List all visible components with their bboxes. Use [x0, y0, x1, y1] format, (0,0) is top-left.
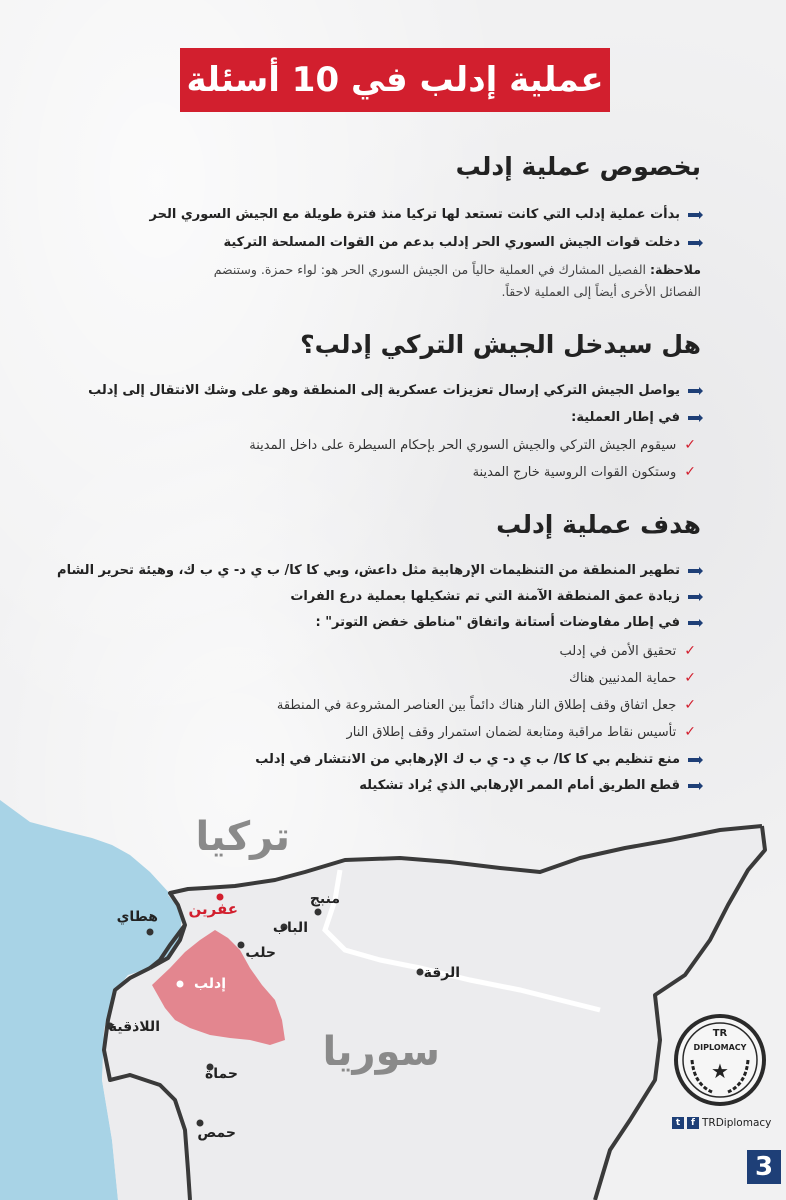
check-item-text: تأسيس نقاط مراقبة ومتابعة لضمان استمرار وقف إطلاق النار — [346, 724, 677, 740]
bullet-icon — [688, 416, 701, 420]
bullet-icon — [688, 213, 701, 217]
country-label-turkey: تركيا — [195, 814, 290, 860]
section-heading-operation: بخصوص عملية إدلب — [455, 152, 701, 181]
city-label-idlib: إدلب — [193, 976, 226, 992]
list-item — [255, 752, 701, 767]
list-item-text: قطع الطريق أمام الممر الإرهابي الذي يُراد تشكيله — [359, 778, 680, 793]
bullet-icon — [688, 595, 701, 599]
city-dot-raqqa — [417, 969, 424, 976]
city-dot-aleppo — [238, 942, 245, 949]
check-item-text: وستكون القوات الروسية خارج المدينة — [472, 464, 677, 480]
list-item — [359, 778, 701, 793]
section-heading-goal: هدف عملية إدلب — [496, 510, 701, 539]
note-label: ملاحظة: — [650, 262, 701, 277]
checkmark-icon: ✓ — [684, 724, 696, 740]
list-item-text: زيادة عمق المنطقة الآمنة التي تم تشكيلها بعملية درع الفرات — [290, 589, 680, 604]
twitter-icon[interactable]: t — [672, 1117, 684, 1129]
note — [181, 259, 701, 303]
syria-map — [0, 800, 786, 1200]
country-label-syria: سوريا — [322, 1029, 440, 1075]
list-item — [150, 207, 701, 222]
check-item — [569, 670, 696, 686]
city-label-afrin: عفرين — [188, 900, 238, 918]
bullet-icon — [688, 784, 701, 788]
page-title: عملية إدلب في 10 أسئلة — [180, 48, 610, 112]
check-item-text: جعل اتفاق وقف إطلاق النار هناك دائماً بين العناصر المشروعة في المنطقة — [276, 697, 677, 713]
logo-text-bottom: DIPLOMACY — [693, 1043, 747, 1052]
list-item — [57, 563, 701, 578]
list-item — [571, 410, 701, 425]
section-heading-turkish-army: هل سيدخل الجيش التركي إدلب؟ — [300, 330, 701, 359]
city-dot-manbij — [315, 909, 322, 916]
list-item-text: في إطار مفاوضات أستانة واتفاق "مناطق خفض التوتر" : — [315, 615, 680, 630]
bullet-icon — [688, 389, 701, 393]
checkmark-icon: ✓ — [684, 437, 696, 453]
city-label-hama: حماة — [205, 1066, 238, 1082]
list-item-text: يواصل الجيش التركي إرسال تعزيزات عسكرية إلى المنطقة وهو على وشك الانتقال إلى إدلب — [88, 383, 680, 398]
check-item-text: تحقيق الأمن في إدلب — [559, 643, 677, 659]
city-label-manbij: منبج — [309, 891, 340, 907]
checkmark-icon: ✓ — [684, 643, 696, 659]
list-item-text: دخلت قوات الجيش السوري الحر إدلب بدعم من القوات المسلحة التركية — [223, 235, 680, 250]
check-item — [559, 643, 696, 659]
star-icon: ★ — [711, 1059, 729, 1083]
check-item-text: سيقوم الجيش التركي والجيش السوري الحر بإحكام السيطرة على داخل المدينة — [249, 437, 677, 453]
bullet-icon — [688, 241, 701, 245]
list-item — [88, 383, 701, 398]
list-item-text: تطهير المنطقة من التنظيمات الإرهابية مثل داعش، وبي كا كا/ ب ي د- ي ب ك، وهيئة تحرير الشام — [57, 563, 680, 578]
check-item — [249, 437, 696, 453]
check-item — [277, 697, 696, 713]
bullet-icon — [688, 758, 701, 762]
checkmark-icon: ✓ — [684, 697, 696, 713]
check-item-text: حماية المدنيين هناك — [569, 670, 677, 686]
social-handle[interactable] — [672, 1117, 771, 1129]
city-label-latakia: اللاذقية — [108, 1019, 160, 1035]
city-dot-hatay — [147, 929, 154, 936]
city-dot-idlib — [177, 981, 184, 988]
tr-diplomacy-logo — [676, 1016, 764, 1104]
checkmark-icon: ✓ — [684, 670, 696, 686]
logo-text-top: TR — [712, 1028, 728, 1039]
bullet-icon — [688, 569, 701, 573]
check-item — [346, 724, 696, 740]
facebook-icon[interactable]: f — [687, 1117, 699, 1129]
list-item — [290, 589, 701, 604]
list-item-text: في إطار العملية: — [571, 410, 680, 425]
city-label-raqqa: الرقة — [423, 965, 460, 981]
page-number: 3 — [747, 1150, 781, 1184]
social-handle-text: TRDiplomacy — [702, 1117, 772, 1129]
city-label-homs: حمص — [197, 1125, 236, 1141]
note-text: الفصيل المشارك في العملية حالياً من الجيش السوري الحر هو: لواء حمزة. وستنضم الفصائل الأخرى أيضاً إلى العملية لاحقاً. — [213, 262, 701, 299]
checkmark-icon: ✓ — [684, 464, 696, 480]
city-label-hatay: هطاي — [116, 909, 158, 925]
list-item — [223, 235, 701, 250]
list-item-text: بدأت عملية إدلب التي كانت تستعد لها تركيا منذ فترة طويلة مع الجيش السوري الحر — [149, 207, 680, 222]
bullet-icon — [688, 621, 701, 625]
city-label-albab: الباب — [272, 920, 308, 936]
check-item — [473, 464, 696, 480]
list-item — [316, 615, 701, 630]
list-item-text: منع تنظيم بي كا كا/ ب ي د- ي ب ك الإرهابي من الانتشار في إدلب — [255, 752, 680, 767]
city-label-aleppo: حلب — [245, 945, 276, 961]
